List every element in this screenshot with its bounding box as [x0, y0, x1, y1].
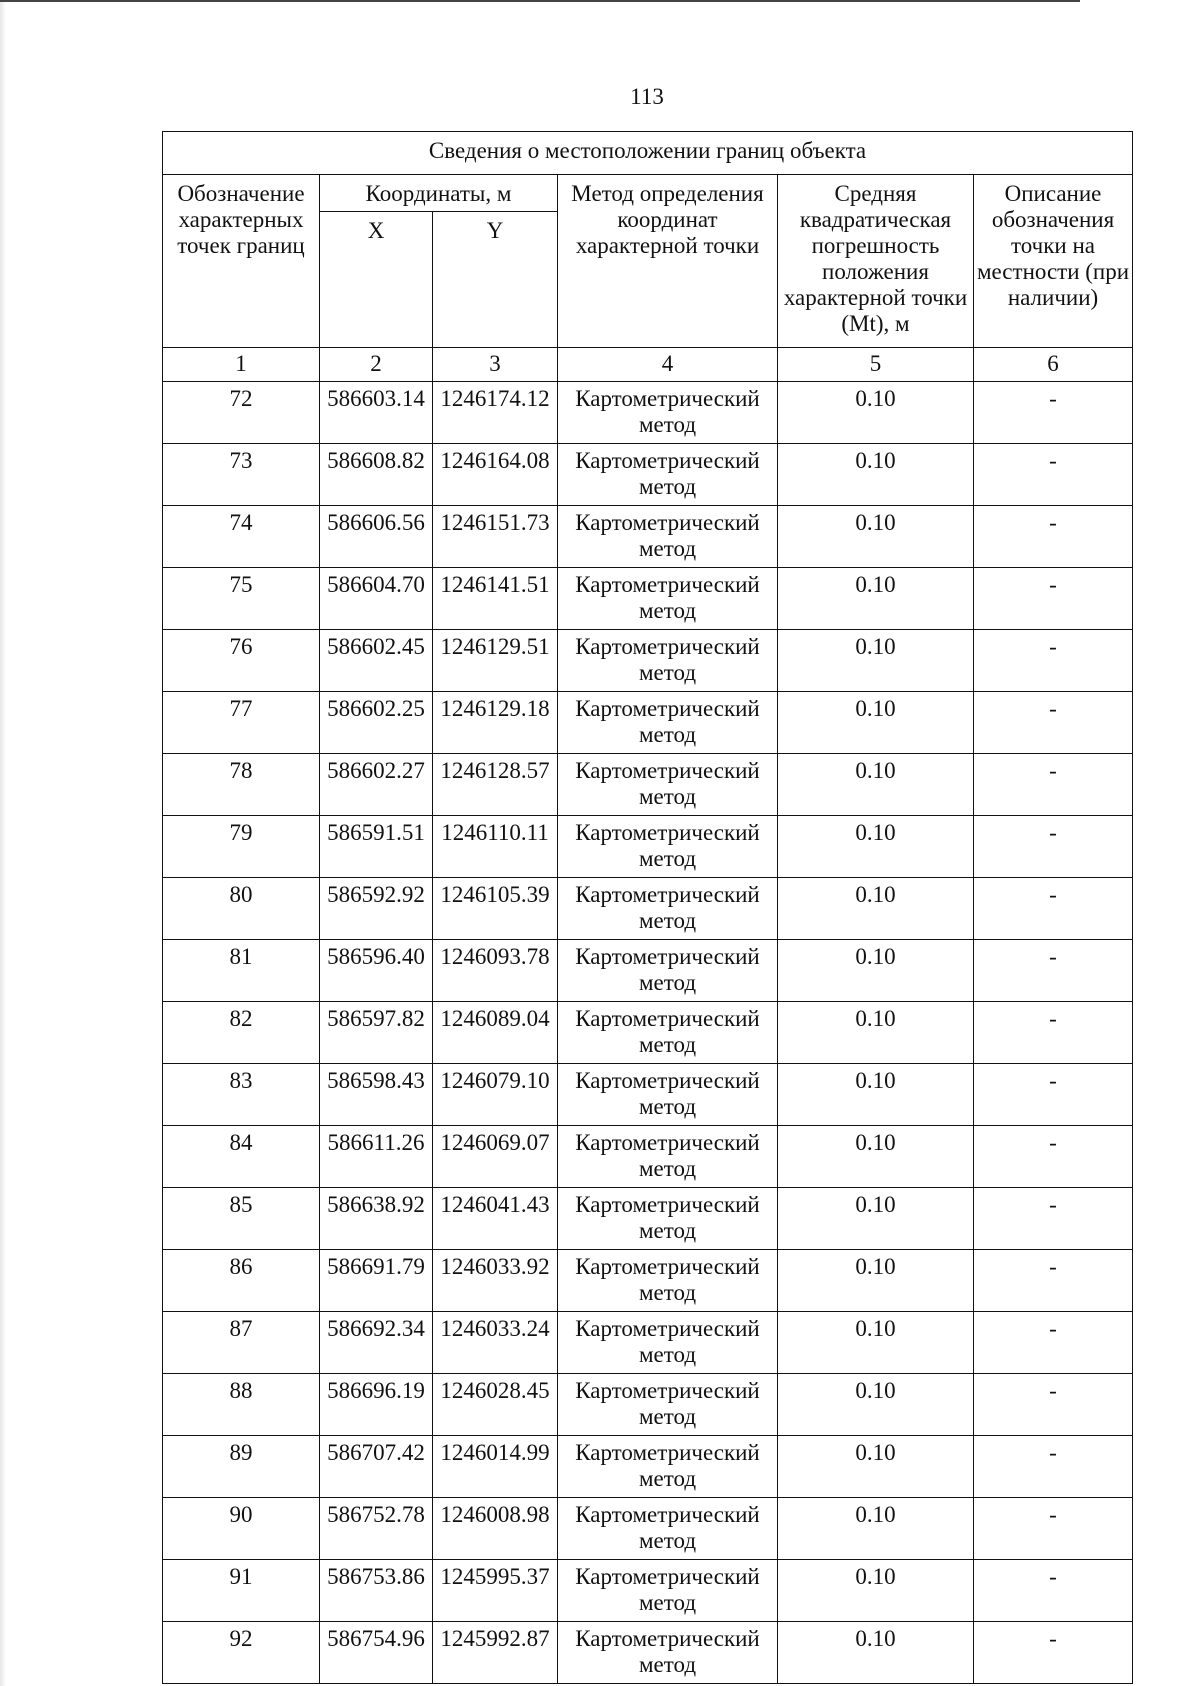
- cell-error: 0.10: [778, 940, 974, 1002]
- table-row: [163, 816, 1133, 878]
- cell-method: [558, 1002, 778, 1064]
- column-number: 3: [433, 348, 558, 382]
- table-row: [163, 754, 1133, 816]
- cell-y: 1246110.11: [433, 816, 558, 878]
- cell-x: 586638.92: [320, 1188, 433, 1250]
- cell-point: 79: [163, 816, 320, 878]
- cell-error: 0.10: [778, 444, 974, 506]
- header-error: Средняя квадратическая погрешность положения характерной точки (Mt), м: [778, 175, 974, 348]
- column-number-row: [163, 348, 1133, 382]
- method-text: Картометрический метод: [575, 882, 760, 933]
- cell-method: [558, 382, 778, 444]
- cell-method: [558, 568, 778, 630]
- table-body: [163, 382, 1133, 1684]
- cell-description: -: [974, 630, 1133, 692]
- header-x: X: [320, 212, 433, 348]
- table-row: [163, 1436, 1133, 1498]
- cell-point: 76: [163, 630, 320, 692]
- table-row: [163, 1374, 1133, 1436]
- cell-point: 74: [163, 506, 320, 568]
- cell-x: 586707.42: [320, 1436, 433, 1498]
- cell-error: 0.10: [778, 1374, 974, 1436]
- table-row: [163, 1498, 1133, 1560]
- cell-error: 0.10: [778, 1436, 974, 1498]
- cell-description: -: [974, 754, 1133, 816]
- column-number: 1: [163, 348, 320, 382]
- header-coordinates: Координаты, м: [320, 175, 558, 212]
- table-row: [163, 506, 1133, 568]
- cell-point: 89: [163, 1436, 320, 1498]
- cell-y: 1246093.78: [433, 940, 558, 1002]
- cell-description: -: [974, 1064, 1133, 1126]
- cell-method: [558, 1064, 778, 1126]
- cell-x: 586696.19: [320, 1374, 433, 1436]
- column-number: 6: [974, 348, 1133, 382]
- cell-error: 0.10: [778, 1622, 974, 1684]
- cell-x: 586606.56: [320, 506, 433, 568]
- cell-x: 586602.25: [320, 692, 433, 754]
- cell-method: [558, 816, 778, 878]
- cell-y: 1246128.57: [433, 754, 558, 816]
- cell-error: 0.10: [778, 1560, 974, 1622]
- cell-description: -: [974, 1002, 1133, 1064]
- cell-point: 90: [163, 1498, 320, 1560]
- cell-method: [558, 940, 778, 1002]
- table-row: [163, 1312, 1133, 1374]
- cell-description: -: [974, 1560, 1133, 1622]
- cell-error: 0.10: [778, 754, 974, 816]
- cell-point: 84: [163, 1126, 320, 1188]
- table-row: [163, 1188, 1133, 1250]
- cell-y: 1246105.39: [433, 878, 558, 940]
- cell-method: [558, 692, 778, 754]
- table-row: [163, 444, 1133, 506]
- table-row: [163, 382, 1133, 444]
- scan-top-edge: [0, 0, 1080, 2]
- method-text: Картометрический метод: [575, 510, 760, 561]
- cell-description: -: [974, 444, 1133, 506]
- boundary-table: [162, 131, 1133, 1684]
- method-text: Картометрический метод: [575, 696, 760, 747]
- cell-point: 87: [163, 1312, 320, 1374]
- cell-error: 0.10: [778, 1188, 974, 1250]
- cell-error: 0.10: [778, 382, 974, 444]
- column-number: 4: [558, 348, 778, 382]
- cell-y: 1246028.45: [433, 1374, 558, 1436]
- table-row: [163, 1622, 1133, 1684]
- cell-method: [558, 444, 778, 506]
- cell-y: 1246041.43: [433, 1188, 558, 1250]
- table-row: [163, 1002, 1133, 1064]
- cell-point: 83: [163, 1064, 320, 1126]
- method-text: Картометрический метод: [575, 1254, 760, 1305]
- cell-point: 72: [163, 382, 320, 444]
- method-text: Картометрический метод: [575, 1378, 760, 1429]
- cell-x: 586597.82: [320, 1002, 433, 1064]
- method-text: Картометрический метод: [575, 1502, 760, 1553]
- cell-method: [558, 1374, 778, 1436]
- header-designation: Обозначение характерных точек границ: [163, 175, 320, 348]
- method-text: Картометрический метод: [575, 386, 760, 437]
- scan-edge: [0, 0, 6, 1686]
- cell-y: 1246089.04: [433, 1002, 558, 1064]
- cell-point: 75: [163, 568, 320, 630]
- method-text: Картометрический метод: [575, 758, 760, 809]
- cell-method: [558, 506, 778, 568]
- method-text: Картометрический метод: [575, 1564, 760, 1615]
- method-text: Картометрический метод: [575, 634, 760, 685]
- cell-point: 82: [163, 1002, 320, 1064]
- cell-description: -: [974, 1622, 1133, 1684]
- table-title: Сведения о местоположении границ объекта: [163, 132, 1133, 175]
- cell-method: [558, 754, 778, 816]
- cell-y: 1246141.51: [433, 568, 558, 630]
- cell-point: 81: [163, 940, 320, 1002]
- cell-description: -: [974, 382, 1133, 444]
- cell-description: -: [974, 940, 1133, 1002]
- cell-error: 0.10: [778, 506, 974, 568]
- table-row: [163, 878, 1133, 940]
- cell-point: 77: [163, 692, 320, 754]
- column-number: 5: [778, 348, 974, 382]
- table-row: [163, 630, 1133, 692]
- cell-method: [558, 1560, 778, 1622]
- method-text: Картометрический метод: [575, 820, 760, 871]
- cell-error: 0.10: [778, 1250, 974, 1312]
- cell-method: [558, 1126, 778, 1188]
- cell-point: 85: [163, 1188, 320, 1250]
- table-row: [163, 1064, 1133, 1126]
- cell-y: 1246033.24: [433, 1312, 558, 1374]
- method-text: Картометрический метод: [575, 1068, 760, 1119]
- cell-error: 0.10: [778, 692, 974, 754]
- cell-y: 1246174.12: [433, 382, 558, 444]
- cell-description: -: [974, 1498, 1133, 1560]
- method-text: Картометрический метод: [575, 944, 760, 995]
- cell-error: 0.10: [778, 1126, 974, 1188]
- cell-method: [558, 630, 778, 692]
- cell-error: 0.10: [778, 816, 974, 878]
- cell-x: 586603.14: [320, 382, 433, 444]
- cell-y: 1246129.18: [433, 692, 558, 754]
- cell-y: 1246151.73: [433, 506, 558, 568]
- cell-description: -: [974, 692, 1133, 754]
- cell-x: 586602.27: [320, 754, 433, 816]
- cell-x: 586591.51: [320, 816, 433, 878]
- cell-x: 586608.82: [320, 444, 433, 506]
- cell-x: 586753.86: [320, 1560, 433, 1622]
- cell-point: 86: [163, 1250, 320, 1312]
- header-method: Метод определения координат характерной точки: [558, 175, 778, 348]
- cell-error: 0.10: [778, 1312, 974, 1374]
- cell-point: 92: [163, 1622, 320, 1684]
- cell-x: 586611.26: [320, 1126, 433, 1188]
- method-text: Картометрический метод: [575, 448, 760, 499]
- cell-error: 0.10: [778, 1498, 974, 1560]
- cell-description: -: [974, 1126, 1133, 1188]
- table-row: [163, 1126, 1133, 1188]
- table-row: [163, 568, 1133, 630]
- cell-y: 1245995.37: [433, 1560, 558, 1622]
- cell-y: 1246069.07: [433, 1126, 558, 1188]
- cell-error: 0.10: [778, 568, 974, 630]
- cell-method: [558, 1188, 778, 1250]
- cell-method: [558, 1622, 778, 1684]
- cell-x: 586752.78: [320, 1498, 433, 1560]
- table-row: [163, 1560, 1133, 1622]
- cell-description: -: [974, 816, 1133, 878]
- cell-x: 586604.70: [320, 568, 433, 630]
- cell-method: [558, 1250, 778, 1312]
- cell-x: 586754.96: [320, 1622, 433, 1684]
- header-y: Y: [433, 212, 558, 348]
- cell-point: 73: [163, 444, 320, 506]
- cell-error: 0.10: [778, 1064, 974, 1126]
- cell-x: 586602.45: [320, 630, 433, 692]
- cell-method: [558, 1498, 778, 1560]
- method-text: Картометрический метод: [575, 1192, 760, 1243]
- table-row: [163, 1250, 1133, 1312]
- cell-point: 88: [163, 1374, 320, 1436]
- cell-error: 0.10: [778, 1002, 974, 1064]
- cell-y: 1246079.10: [433, 1064, 558, 1126]
- cell-description: -: [974, 1312, 1133, 1374]
- header-description: Описание обозначения точки на местности (при наличии): [974, 175, 1133, 348]
- cell-description: -: [974, 1188, 1133, 1250]
- cell-x: 586592.92: [320, 878, 433, 940]
- cell-x: 586692.34: [320, 1312, 433, 1374]
- cell-y: 1246008.98: [433, 1498, 558, 1560]
- method-text: Картометрический метод: [575, 1440, 760, 1491]
- cell-y: 1246164.08: [433, 444, 558, 506]
- cell-description: -: [974, 878, 1133, 940]
- cell-y: 1245992.87: [433, 1622, 558, 1684]
- cell-description: -: [974, 1436, 1133, 1498]
- cell-x: 586596.40: [320, 940, 433, 1002]
- cell-description: -: [974, 568, 1133, 630]
- cell-point: 91: [163, 1560, 320, 1622]
- method-text: Картометрический метод: [575, 1626, 760, 1677]
- page-number: 113: [630, 84, 664, 109]
- cell-x: 586598.43: [320, 1064, 433, 1126]
- cell-x: 586691.79: [320, 1250, 433, 1312]
- column-number: 2: [320, 348, 433, 382]
- cell-point: 80: [163, 878, 320, 940]
- cell-y: 1246129.51: [433, 630, 558, 692]
- table-row: [163, 692, 1133, 754]
- cell-method: [558, 1436, 778, 1498]
- method-text: Картометрический метод: [575, 572, 760, 623]
- cell-method: [558, 1312, 778, 1374]
- table-head: [163, 132, 1133, 382]
- cell-description: -: [974, 1374, 1133, 1436]
- method-text: Картометрический метод: [575, 1316, 760, 1367]
- cell-description: -: [974, 506, 1133, 568]
- cell-error: 0.10: [778, 630, 974, 692]
- cell-error: 0.10: [778, 878, 974, 940]
- method-text: Картометрический метод: [575, 1006, 760, 1057]
- table-row: [163, 940, 1133, 1002]
- method-text: Картометрический метод: [575, 1130, 760, 1181]
- cell-y: 1246014.99: [433, 1436, 558, 1498]
- cell-point: 78: [163, 754, 320, 816]
- cell-description: -: [974, 1250, 1133, 1312]
- cell-method: [558, 878, 778, 940]
- cell-y: 1246033.92: [433, 1250, 558, 1312]
